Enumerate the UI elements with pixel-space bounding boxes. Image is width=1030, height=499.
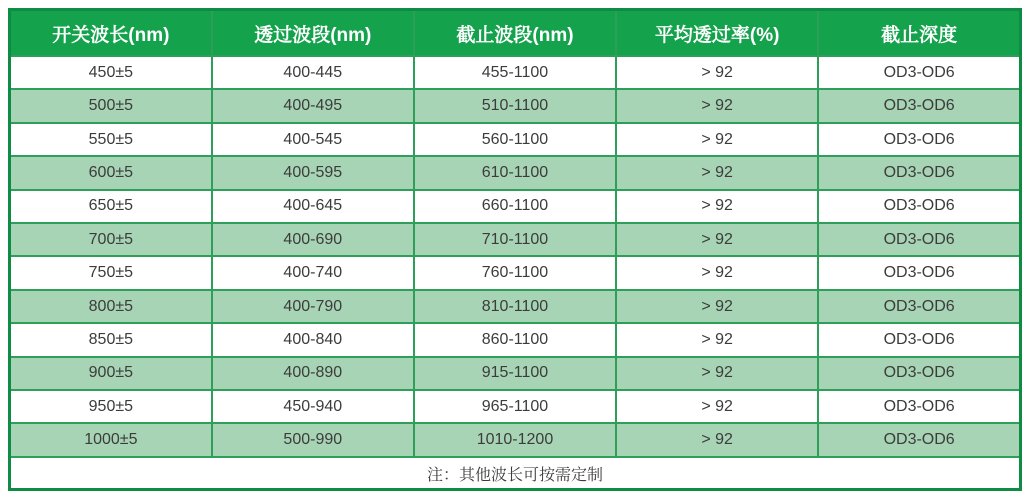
table-cell: 500-990 bbox=[212, 423, 414, 457]
table-row bbox=[10, 123, 1021, 156]
table-cell: > 92 bbox=[616, 323, 818, 356]
table-cell: > 92 bbox=[616, 223, 818, 256]
column-header: 截止波段(nm) bbox=[414, 10, 616, 57]
table-cell: 400-545 bbox=[212, 123, 414, 156]
table-cell: 760-1100 bbox=[414, 256, 616, 289]
table-cell: 1000±5 bbox=[10, 423, 212, 457]
filter-spec-table bbox=[8, 8, 1022, 491]
table-cell: 600±5 bbox=[10, 156, 212, 189]
table-cell: 400-690 bbox=[212, 223, 414, 256]
table-cell: 900±5 bbox=[10, 357, 212, 390]
table-row bbox=[10, 56, 1021, 89]
table-cell: OD3-OD6 bbox=[818, 190, 1020, 223]
table-cell: 550±5 bbox=[10, 123, 212, 156]
table-cell: 810-1100 bbox=[414, 290, 616, 323]
table-cell: 455-1100 bbox=[414, 56, 616, 89]
column-header: 透过波段(nm) bbox=[212, 10, 414, 57]
table-cell: > 92 bbox=[616, 390, 818, 423]
table-row bbox=[10, 357, 1021, 390]
column-header: 截止深度 bbox=[818, 10, 1020, 57]
table-cell: 450-940 bbox=[212, 390, 414, 423]
table-footer bbox=[10, 457, 1021, 490]
table-cell: 860-1100 bbox=[414, 323, 616, 356]
table-cell: 800±5 bbox=[10, 290, 212, 323]
note-row bbox=[10, 457, 1021, 490]
table-cell: 915-1100 bbox=[414, 357, 616, 390]
table-cell: OD3-OD6 bbox=[818, 390, 1020, 423]
table-row bbox=[10, 256, 1021, 289]
table-cell: OD3-OD6 bbox=[818, 357, 1020, 390]
table-cell: 400-445 bbox=[212, 56, 414, 89]
column-header: 平均透过率(%) bbox=[616, 10, 818, 57]
table-cell: > 92 bbox=[616, 89, 818, 122]
table-header-row bbox=[10, 10, 1021, 57]
table-row bbox=[10, 190, 1021, 223]
table-cell: 400-740 bbox=[212, 256, 414, 289]
table-cell: OD3-OD6 bbox=[818, 290, 1020, 323]
table-cell: 965-1100 bbox=[414, 390, 616, 423]
table-header bbox=[10, 10, 1021, 57]
table-cell: 750±5 bbox=[10, 256, 212, 289]
note-text: 注：其他波长可按需定制 bbox=[10, 457, 1021, 490]
table-row bbox=[10, 89, 1021, 122]
table-cell: > 92 bbox=[616, 156, 818, 189]
column-header: 开关波长(nm) bbox=[10, 10, 212, 57]
table-row bbox=[10, 390, 1021, 423]
table-cell: 950±5 bbox=[10, 390, 212, 423]
table-row bbox=[10, 223, 1021, 256]
table-cell: 850±5 bbox=[10, 323, 212, 356]
table-cell: OD3-OD6 bbox=[818, 223, 1020, 256]
table-cell: 400-840 bbox=[212, 323, 414, 356]
table-cell: > 92 bbox=[616, 256, 818, 289]
table-cell: > 92 bbox=[616, 423, 818, 457]
table-cell: > 92 bbox=[616, 190, 818, 223]
table-cell: > 92 bbox=[616, 56, 818, 89]
table-body bbox=[10, 56, 1021, 457]
table-cell: 610-1100 bbox=[414, 156, 616, 189]
table-cell: 560-1100 bbox=[414, 123, 616, 156]
table-cell: 1010-1200 bbox=[414, 423, 616, 457]
table-cell: 700±5 bbox=[10, 223, 212, 256]
table-cell: OD3-OD6 bbox=[818, 123, 1020, 156]
table-cell: 660-1100 bbox=[414, 190, 616, 223]
table-row bbox=[10, 290, 1021, 323]
table-cell: 450±5 bbox=[10, 56, 212, 89]
table-cell: OD3-OD6 bbox=[818, 423, 1020, 457]
table-cell: 510-1100 bbox=[414, 89, 616, 122]
table-cell: > 92 bbox=[616, 357, 818, 390]
table-cell: 500±5 bbox=[10, 89, 212, 122]
table-row bbox=[10, 423, 1021, 457]
table-cell: OD3-OD6 bbox=[818, 89, 1020, 122]
table-cell: OD3-OD6 bbox=[818, 156, 1020, 189]
table-cell: OD3-OD6 bbox=[818, 256, 1020, 289]
table-cell: 710-1100 bbox=[414, 223, 616, 256]
table-cell: OD3-OD6 bbox=[818, 56, 1020, 89]
table-row bbox=[10, 323, 1021, 356]
table-cell: > 92 bbox=[616, 290, 818, 323]
table-cell: 650±5 bbox=[10, 190, 212, 223]
table-cell: 400-495 bbox=[212, 89, 414, 122]
table-cell: 400-790 bbox=[212, 290, 414, 323]
table-cell: 400-645 bbox=[212, 190, 414, 223]
table-row bbox=[10, 156, 1021, 189]
table-cell: 400-890 bbox=[212, 357, 414, 390]
table-cell: 400-595 bbox=[212, 156, 414, 189]
table-cell: > 92 bbox=[616, 123, 818, 156]
table-cell: OD3-OD6 bbox=[818, 323, 1020, 356]
